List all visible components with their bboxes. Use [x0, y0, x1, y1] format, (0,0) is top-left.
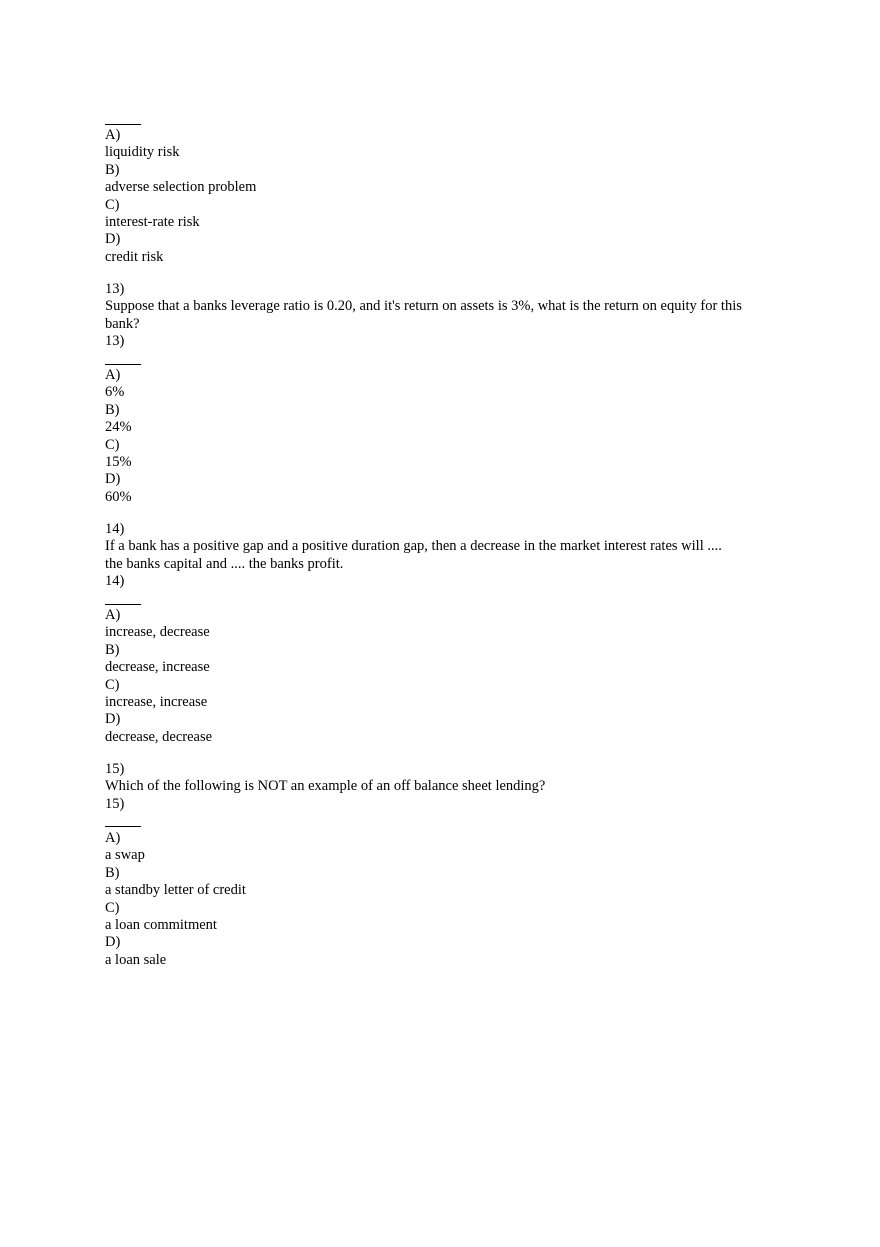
option-text: 6% — [105, 384, 125, 401]
question-text-line: Suppose that a banks leverage ratio is 0.20, and it's return on assets is 3%, what is the return on equity for this — [105, 298, 742, 315]
option-letter: D) — [105, 471, 121, 488]
answer-blank-line — [105, 124, 141, 125]
option-letter: A) — [105, 127, 121, 143]
question-number: 15) — [105, 761, 125, 777]
question-text-line: the banks capital and .... the banks profit. — [105, 555, 344, 572]
option-text: a standby letter of credit — [105, 882, 246, 899]
option-letter: A) — [105, 367, 121, 383]
answer-blank-line — [105, 364, 141, 365]
option-letter: C) — [105, 676, 120, 693]
question-text-line: bank? — [105, 315, 140, 332]
answer-label: 13) — [105, 333, 125, 350]
answer-blank-line — [105, 604, 141, 605]
option-text: a loan sale — [105, 951, 167, 968]
option-text: a loan commitment — [105, 917, 217, 933]
option-text: increase, decrease — [105, 624, 210, 641]
option-letter: B) — [105, 161, 120, 178]
option-text: adverse selection problem — [105, 179, 257, 196]
option-letter: B) — [105, 401, 120, 418]
option-text: decrease, decrease — [105, 728, 213, 745]
option-text: liquidity risk — [105, 144, 180, 161]
option-text: credit risk — [105, 248, 164, 265]
option-letter: B) — [105, 641, 120, 658]
answer-label: 15) — [105, 795, 125, 812]
option-letter: D) — [105, 231, 121, 248]
question-text-line: Which of the following is NOT an example of an off balance sheet lending? — [105, 778, 546, 795]
option-text: 60% — [105, 488, 132, 505]
option-letter: D) — [105, 711, 121, 728]
option-letter: C) — [105, 196, 120, 213]
option-text: decrease, increase — [105, 659, 210, 676]
option-letter: D) — [105, 934, 121, 951]
option-text: 24% — [105, 419, 132, 436]
option-letter: C) — [105, 436, 120, 453]
option-text: a swap — [105, 847, 145, 864]
option-letter: A) — [105, 830, 121, 846]
option-letter: A) — [105, 607, 121, 623]
option-text: interest-rate risk — [105, 214, 200, 230]
question-number: 13) — [105, 281, 125, 297]
option-text: increase, increase — [105, 694, 208, 710]
question-number: 14) — [105, 521, 125, 537]
answer-blank-line — [105, 826, 141, 827]
option-letter: B) — [105, 864, 120, 881]
question-text-line: If a bank has a positive gap and a positive duration gap, then a decrease in the market interest rates will .... — [105, 538, 722, 555]
option-text: 15% — [105, 454, 132, 470]
option-letter: C) — [105, 899, 120, 916]
answer-label: 14) — [105, 573, 125, 590]
